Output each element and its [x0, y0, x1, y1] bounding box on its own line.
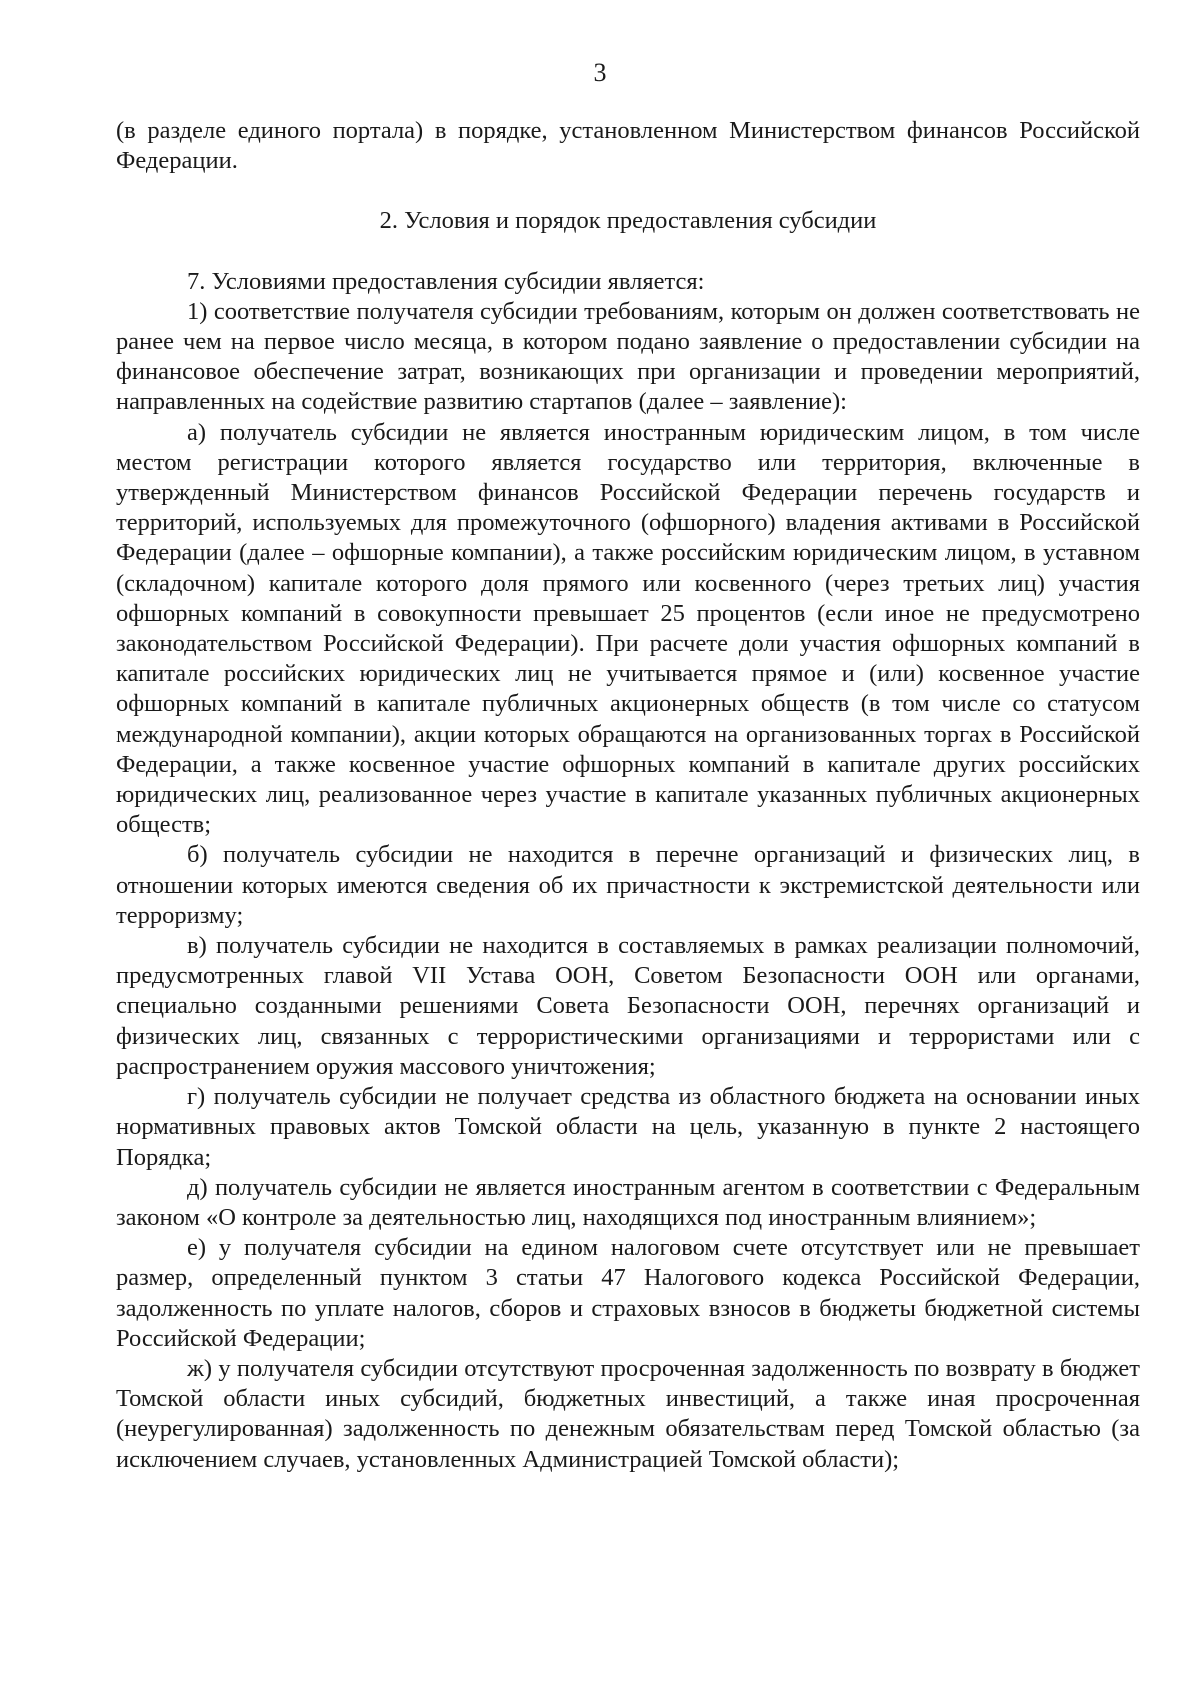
section-heading: 2. Условия и порядок предоставления субсидии [379, 207, 877, 235]
paragraph-7-1-d: д) получатель субсидии не является иностранным агентом в соответствии с Федеральным законом «О контроле за деятельностью лиц, находящихся под иностранным влиянием»; [116, 1173, 1140, 1231]
paragraph-7-1-b: б) получатель субсидии не находится в перечне организаций и физических лиц, в отношении которых имеются сведения об их причастности к экстремистской деятельности или терроризму; [116, 841, 1140, 929]
paragraph-7-1-zh: ж) у получателя субсидии отсутствуют просроченная задолженность по возврату в бюджет Томской области иных субсидий, бюджетных инвестиций, а также иная просроченная (неурегулированная) задолженность по денежным обязательствам перед Томской областью (за исключением случаев, установленных Администрацией Томской области); [116, 1354, 1140, 1473]
page-number: 3 [593, 58, 607, 87]
document-body [116, 116, 1140, 1475]
paragraph-7-1: 1) соответствие получателя субсидии требованиям, которым он должен соответствовать не ранее чем на первое число месяца, в котором подано заявление о предоставлении субсидии на финансовое обеспечение затрат, возникающих при организации и проведении мероприятий, направленных на содействие развитию стартапов (далее – заявление): [116, 297, 1140, 416]
paragraph-7-1-a: а) получатель субсидии не является иностранным юридическим лицом, в том числе местом регистрации которого является государство или территория, включенные в утвержденный Министерством финансов Российской Федерации перечень государств и территорий, используемых для промежуточного (офшорного) владения активами в Российской Федерации (далее – офшорные компании), а также российским юридическим лицом, в уставном (складочном) капитале которого доля прямого или косвенного (через третьих лиц) участия офшорных компаний в совокупности превышает 25 процентов (если иное не предусмотрено законодательством Российской Федерации). При расчете доли участия офшорных компаний в капитале российских юридических лиц не учитывается прямое и (или) косвенное участие офшорных компаний в капитале публичных акционерных обществ (в том числе со статусом международной компании), акции которых обращаются на организованных торгах в Российской Федерации, а также косвенное участие офшорных компаний в капитале других российских юридических лиц, реализованное через участие в капитале указанных публичных акционерных обществ; [116, 418, 1140, 839]
paragraph-7-1-v: в) получатель субсидии не находится в составляемых в рамках реализации полномочий, предусмотренных главой VII Устава ООН, Советом Безопасности ООН или органами, специально созданными решениями Совета Безопасности ООН, перечнях организаций и физических лиц, связанных с террористическими организациями и террористами или с распространением оружия массового уничтожения; [116, 932, 1140, 1080]
paragraph-7-1-g: г) получатель субсидии не получает средства из областного бюджета на основании иных нормативных правовых актов Томской области на цель, указанную в пункте 2 настоящего Порядка; [116, 1083, 1140, 1171]
paragraph-7-1-e: е) у получателя субсидии на едином налоговом счете отсутствует или не превышает размер, определенный пунктом 3 статьи 47 Налогового кодекса Российской Федерации, задолженность по уплате налогов, сборов и страховых взносов в бюджеты бюджетной системы Российской Федерации; [116, 1234, 1140, 1352]
paragraph-7: 7. Условиями предоставления субсидии является: [187, 267, 705, 295]
intro-paragraph: (в разделе единого портала) в порядке, установленном Министерством финансов Российской Федерации. [116, 117, 1140, 175]
